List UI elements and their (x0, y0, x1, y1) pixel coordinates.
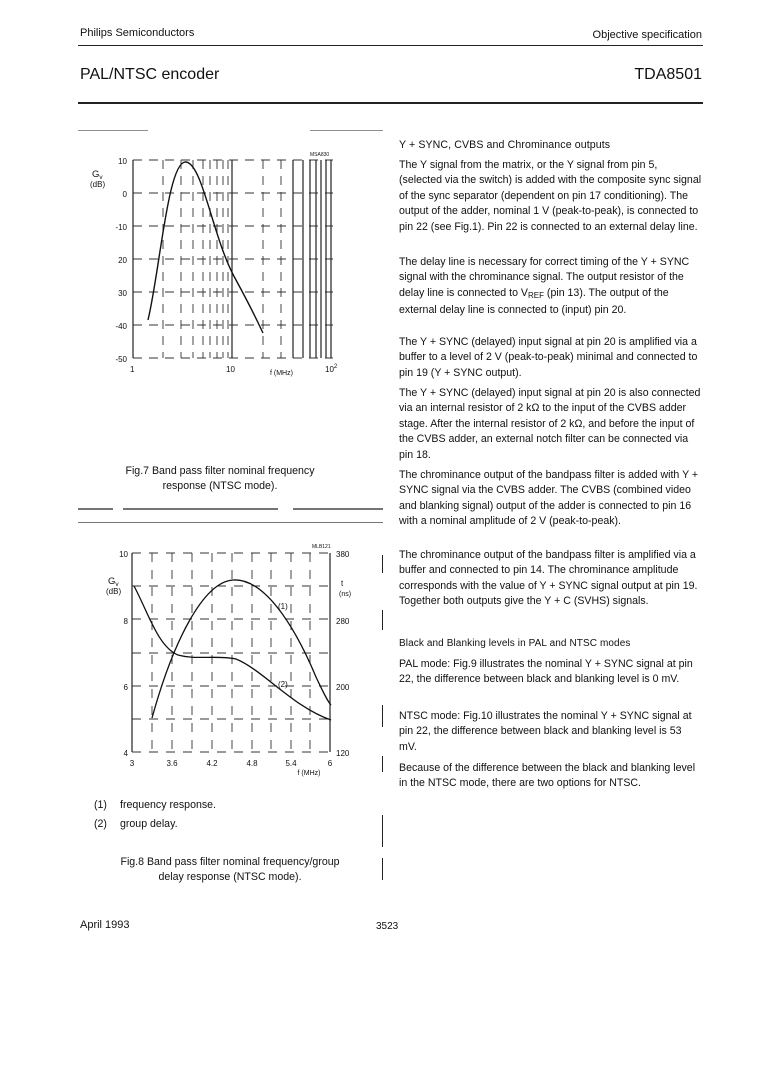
fig8-axes (132, 553, 330, 752)
fig7-x-ticks (130, 364, 338, 377)
fig8-legend-2: (2) group delay. (94, 818, 178, 830)
fig8-xtick: 4.8 (246, 759, 258, 768)
fig7-chart (78, 130, 383, 510)
section-heading-black-blanking: Black and Blanking levels in PAL and NTSC modes (399, 638, 631, 649)
fig8-y2tick: 120 (336, 749, 350, 758)
page-number: 3523 (376, 921, 399, 932)
figure-8 (78, 522, 383, 892)
fig7-code: MSA830 (310, 152, 330, 158)
fig8-xtick: 4.2 (206, 759, 218, 768)
page-title: PAL/NTSC encoder (80, 66, 220, 83)
revision-bar (382, 555, 383, 573)
fig8-caption-line1: Fig.8 Band pass filter nominal frequency/group (120, 856, 340, 868)
fig8-grid (132, 553, 330, 752)
paragraph-ntsc-options: Because of the difference between the black and blanking level in the NTSC mode, there are two options for NTSC. (399, 762, 696, 790)
fig7-xtick: $10^2$ (325, 364, 338, 374)
fig8-curve1-label: (1) (278, 602, 288, 611)
fig7-ytick: -40 (115, 322, 127, 331)
fig7-y-ticks (115, 157, 127, 364)
fig8-y2tick: 200 (336, 683, 350, 692)
fig8-ytick: 6 (123, 683, 128, 692)
fig7-xtick: 10 (226, 365, 235, 374)
fig8-y-ticks (119, 550, 128, 758)
fig7-ytick: 30 (118, 289, 127, 298)
fig8-x-label: f (MHz) (297, 770, 321, 777)
fig8-ytick: 8 (123, 617, 128, 626)
fig8-y2-label: t (341, 579, 344, 588)
fig7-y-label: $G_v$ (92, 169, 103, 181)
fig8-y2tick: 280 (336, 617, 350, 626)
paragraph-chrominance-buffer: The chrominance output of the bandpass filter is amplified via a buffer and connected to pin 14. The chrominance amplitude corresponds with the value of Y + SYNC signal output at pin 19. Together both outputs give the Y + C (SVHS) signals. (399, 549, 698, 608)
fig8-curve2-label: (2) (278, 680, 288, 689)
paragraph-chrominance-added: The chrominance output of the bandpass filter is added with Y + SYNC signal via the CVBS adder. The CVBS (combined video and blanking signal) output of the adder is connected to pin 16 with a nominal amplitude of 2 V (peak-to-peak). (399, 469, 699, 528)
figure-7 (78, 130, 383, 510)
fig7-ytick: 0 (122, 190, 127, 199)
paragraph-pal-mode: PAL mode: Fig.9 illustrates the nominal Y + SYNC signal at pin 22, the difference between black and blanking level is 0 mV. (399, 658, 693, 686)
revision-bar (382, 705, 383, 727)
fig8-xtick: 5.4 (285, 759, 297, 768)
fig7-xtick: f (MHz) (270, 370, 293, 377)
fig7-frequency-curve (148, 162, 263, 333)
company-name: Philips Semiconductors (80, 27, 195, 39)
fig8-curve-group-delay (134, 586, 331, 720)
fig8-xtick: 3 (129, 759, 135, 768)
fig8-xtick: 3.6 (166, 759, 178, 768)
fig8-y-unit: (dB) (106, 587, 122, 596)
fig7-ytick: -10 (115, 223, 127, 232)
fig7-y-unit: (dB) (90, 180, 106, 189)
paragraph-delay-line: The delay line is necessary for correct timing of the Y + SYNC signal with the chrominance signal. The output resistor of the delay line is connected to $V_{REF}$ (pin 13). The output of the external delay line is connected to (input) pin 20. (399, 256, 690, 317)
revision-bar (382, 815, 383, 847)
fig8-caption (95, 855, 365, 885)
revision-bar (382, 610, 383, 630)
fig8-x-ticks (130, 759, 333, 777)
paragraph-ntsc-mode: NTSC mode: Fig.10 illustrates the nominal Y + SYNC signal at pin 22, the difference between black and blanking level is 53 mV. (399, 710, 692, 753)
part-number: TDA8501 (634, 66, 702, 83)
footer-date: April 1993 (80, 919, 130, 931)
fig8-caption-line2: delay response (NTSC mode). (158, 870, 302, 883)
fig8-legend-1: (1) frequency response. (94, 799, 216, 811)
fig8-curve-frequency (152, 580, 331, 718)
fig7-caption-line2: response (NTSC mode). (162, 479, 278, 492)
revision-bar (382, 858, 383, 880)
revision-bar (382, 756, 383, 772)
fig8-ytick: 10 (119, 550, 128, 559)
fig8-y2-ticks (336, 550, 351, 758)
title-rule (78, 102, 703, 104)
fig7-ytick: 20 (118, 256, 127, 265)
header-rule (78, 45, 703, 46)
fig7-ytick: -50 (115, 355, 127, 364)
paragraph-cvbs-adder: The Y + SYNC (delayed) input signal at pin 20 is also connected via an internal resistor of 2 kΩ to the input of the CVBS adder stage. After the internal resistor of 2 kΩ, and before the input of the CVBS adder, an external notch filter can be connected via pin 18. (399, 387, 701, 461)
fig7-caption-line1: Fig.7 Band pass filter nominal frequency (125, 465, 315, 477)
paragraph-delayed-buffer: The Y + SYNC (delayed) input signal at pin 20 is amplified via a buffer to a level of 2 V (peak-to-peak) minimal and connected to pin 19 (Y + SYNC output). (399, 336, 698, 379)
fig8-xtick: 6 (327, 759, 333, 768)
fig7-xtick: 1 (130, 365, 135, 374)
section-heading-outputs: Y + SYNC, CVBS and Chrominance outputs (399, 139, 611, 151)
fig7-ytick: 10 (118, 157, 127, 166)
fig8-ytick: 4 (123, 749, 128, 758)
document-type: Objective specification (592, 29, 702, 41)
fig8-chart (78, 522, 383, 822)
fig8-code: MLB121 (312, 544, 331, 550)
fig8-y2tick: 380 (336, 550, 350, 559)
fig8-y2-unit: (ns) (339, 591, 352, 598)
paragraph-ysignal: The Y signal from the matrix, or the Y signal from pin 5, (selected via the switch) is added with the composite sync signal of the sync separator (dependent on pin 17 conditioning). The output of the adder, nominal 1 V (peak-to-peak), is connected to pin 22 (see Fig.1). Pin 22 is connected to an external delay line. (399, 159, 702, 233)
fig8-y-label: $G_v$ (108, 576, 119, 588)
fig7-caption (100, 464, 340, 494)
